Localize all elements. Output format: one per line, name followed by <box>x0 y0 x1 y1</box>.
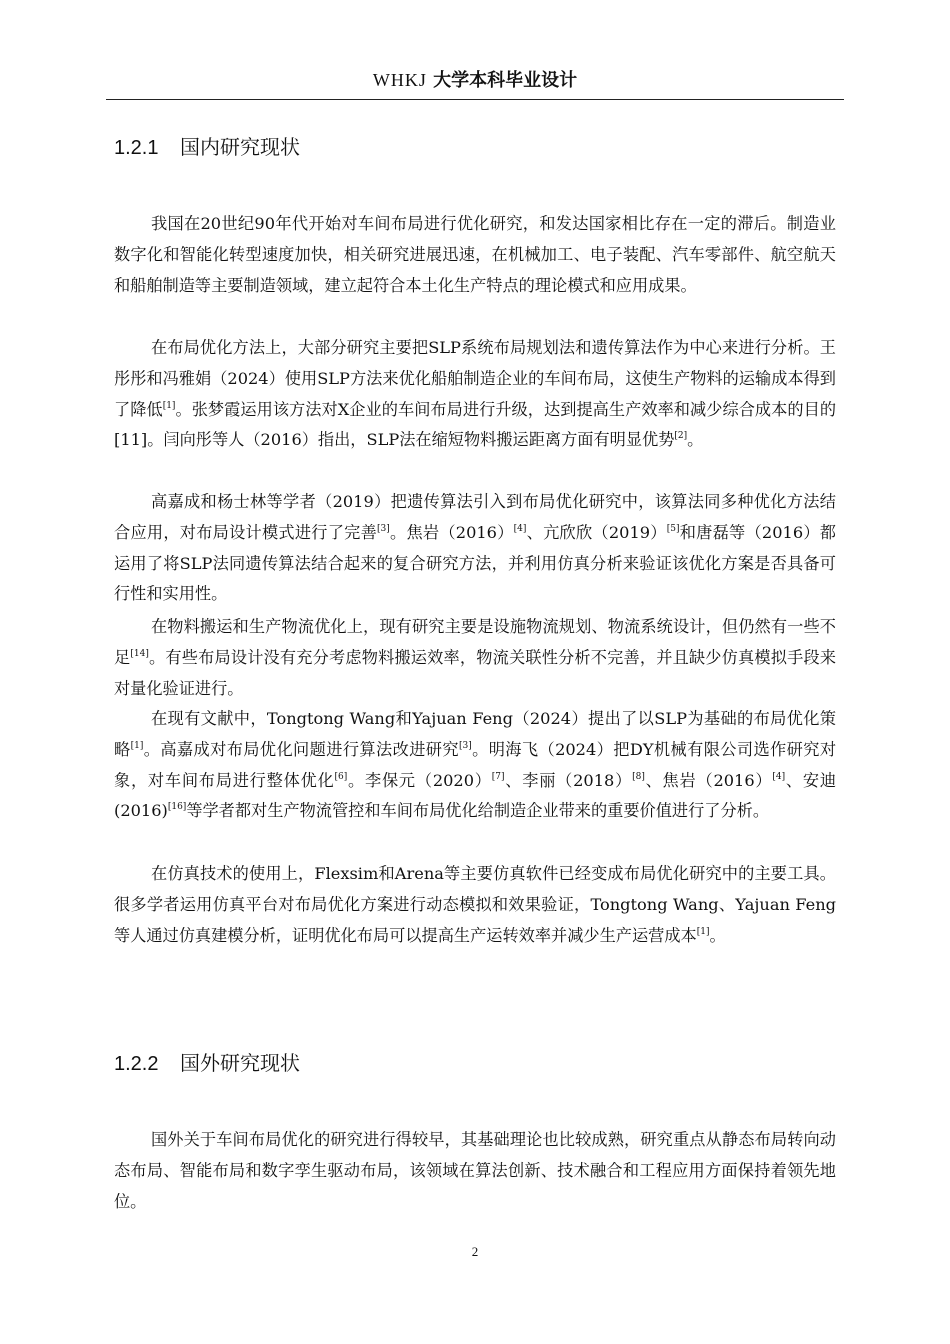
section-number: 1.2.2 <box>114 1053 159 1075</box>
citation[interactable]: [14] <box>130 648 149 659</box>
section-heading-foreign <box>114 1048 300 1079</box>
section-number: 1.2.1 <box>114 137 159 159</box>
text-run: 和唐磊等（2016）都运用了将SLP法同遗传算法结合起来的复合研究方法，并利用仿真分析来验证该优化方案是否具备可行性和实用性。 <box>114 522 836 604</box>
citation[interactable]: [1] <box>696 926 710 937</box>
text-run: 在物料搬运和生产物流优化上，现有研究主要是设施物流规划、物流系统设计，但仍然有一些不足 <box>114 617 836 667</box>
citation[interactable]: [1] <box>162 400 176 411</box>
paragraph <box>114 612 836 704</box>
text-run: 。 <box>709 925 726 945</box>
paragraph <box>114 487 836 610</box>
citation[interactable]: [4] <box>513 523 527 534</box>
text-run: 、焦岩（2016） <box>644 770 773 790</box>
section-heading-domestic <box>114 132 300 163</box>
section-title: 国内研究现状 <box>180 135 300 159</box>
text-run: 在布局优化方法上，大部分研究主要把SLP系统布局规划法和遗传算法作为中心来进行分析。王彤彤和冯雅娟（2024）使用SLP方法来优化船舶制造企业的车间布局，这使生产物料的运输成本得到了降低 <box>114 338 836 419</box>
paragraph <box>114 704 836 827</box>
text-run: 在仿真技术的使用上，Flexsim和Arena等主要仿真软件已经变成布局优化研究中的主要工具。很多学者运用仿真平台对布局优化方案进行动态模拟和效果验证，Tongtong Wang、Yajuan Feng等人通过仿真建模分析，证明优化布局可以提高生产运转效率并减少生产运营成本 <box>114 864 836 945</box>
text-run: 。 <box>687 430 704 450</box>
text-run: 等学者都对生产物流管控和车间布局优化给制造企业带来的重要价值进行了分析。 <box>186 801 770 821</box>
citation[interactable]: [3] <box>458 740 472 751</box>
citation[interactable]: [2] <box>674 431 688 442</box>
text-run: 、安迪(2016) <box>114 770 837 821</box>
paragraph <box>114 859 836 951</box>
citation[interactable]: [7] <box>491 771 505 782</box>
citation[interactable]: [1] <box>130 740 144 751</box>
text-run: 。李保元（2020） <box>347 770 492 790</box>
text-run: 。明海飞（2024）把DY机械有限公司选作研究对象，对车间布局进行整体优化 <box>114 739 837 790</box>
citation[interactable]: [3] <box>377 523 390 534</box>
text-run: 。有些布局设计没有充分考虑物料搬运效率，物流关联性分析不完善，并且缺少仿真模拟手段来对量化验证进行。 <box>114 647 837 698</box>
text-run: 。张梦霞运用该方法对X企业的车间布局进行升级，达到提高生产效率和减少综合成本的目的[11]。闫向彤等人（2016）指出，SLP法在缩短物料搬运距离方面有明显优势 <box>114 399 837 450</box>
page-number: 2 <box>471 1244 479 1259</box>
paragraph <box>114 333 836 456</box>
header-school-code: WHKJ <box>372 70 427 90</box>
paragraph: 我国在20世纪90年代开始对车间布局进行优化研究，和发达国家相比存在一定的滞后。制造业数字化和智能化转型速度加快，相关研究进展迅速，在机械加工、电子装配、汽车零部件、航空航天和船舶制造等主要制造领域，建立起符合本土化生产特点的理论模式和应用成果。 <box>114 214 836 295</box>
citation[interactable]: [6] <box>334 771 348 782</box>
text-run: 在现有文献中，Tongtong Wang和Yajuan Feng（2024）提出了以SLP为基础的布局优化策略 <box>114 709 836 759</box>
citation[interactable]: [8] <box>632 771 645 782</box>
section-title: 国外研究现状 <box>180 1051 300 1075</box>
text-run: 。高嘉成对布局优化问题进行算法改进研究 <box>143 739 459 759</box>
page-header <box>106 62 844 100</box>
citation[interactable]: [4] <box>772 771 786 782</box>
text-run: 、李丽（2018） <box>504 770 633 790</box>
citation[interactable]: [5] <box>666 523 680 534</box>
header-title: 大学本科毕业设计 <box>433 70 578 91</box>
citation[interactable]: [16] <box>167 802 187 813</box>
text-run: 、亢欣欣（2019） <box>526 522 667 542</box>
text-run: 高嘉成和杨士林等学者（2019）把遗传算法引入到布局优化研究中，该算法同多种优化方法结合应用，对布局设计模式进行了完善 <box>114 492 836 542</box>
text-run: 。焦岩（2016） <box>389 522 514 542</box>
paragraph: 国外关于车间布局优化的研究进行得较早，其基础理论也比较成熟，研究重点从静态布局转向动态布局、智能布局和数字孪生驱动布局，该领域在算法创新、技术融合和工程应用方面保持着领先地位。 <box>114 1130 836 1211</box>
